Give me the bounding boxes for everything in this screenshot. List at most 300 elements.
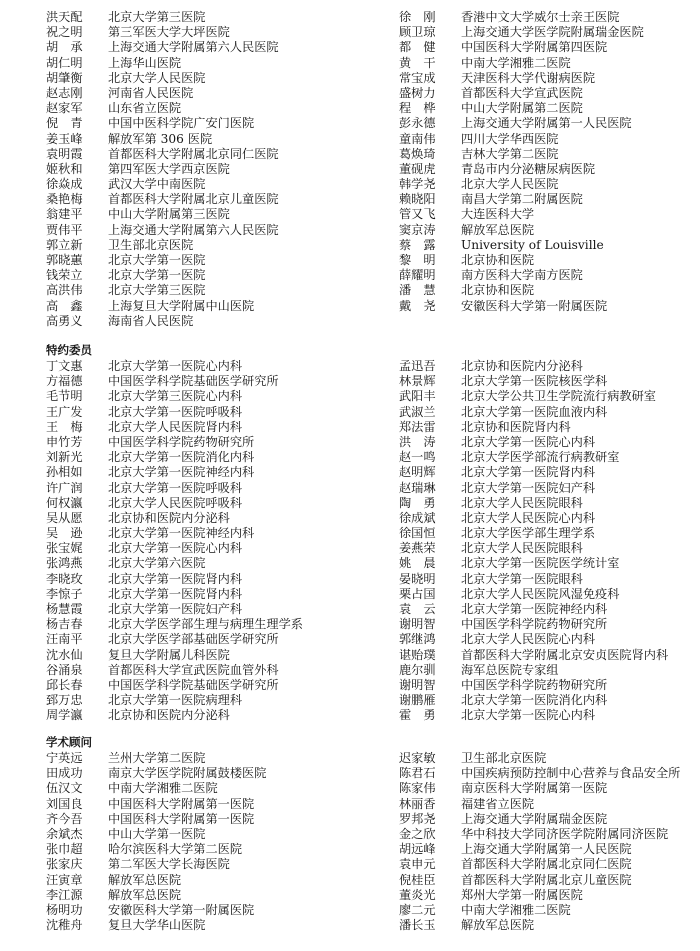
- list-item: [46, 617, 303, 632]
- advisors-right-column: [399, 751, 680, 933]
- affiliation: 解放军第 306 医院: [108, 131, 213, 146]
- list-item: [399, 162, 644, 177]
- person-name: 钱荣立: [46, 268, 83, 283]
- list-item: [46, 450, 303, 465]
- members-left-column: [46, 10, 279, 329]
- person-name: 谢鹏雁: [399, 693, 436, 708]
- person-name: 胡 承: [46, 40, 83, 55]
- affiliation: 北京大学第一医院: [108, 253, 206, 267]
- person-name: 洪天配: [46, 10, 83, 24]
- affiliation: 海军总医院专家组: [461, 662, 559, 677]
- person-name: 袁明霞: [46, 146, 83, 161]
- person-name: 杨吉春: [46, 617, 83, 632]
- person-name: 姜玉峰: [46, 131, 83, 146]
- list-item: [46, 812, 266, 827]
- list-item: [46, 207, 279, 222]
- list-item: [399, 751, 680, 766]
- affiliation: 中国医学科学院基础医学研究所: [108, 374, 279, 389]
- list-item: [399, 435, 668, 450]
- person-name: 黎 明: [399, 253, 436, 267]
- affiliation: 北京大学第一医院妇产科: [461, 480, 596, 495]
- person-name: 伍汉文: [46, 781, 83, 796]
- affiliation: 香港中文大学威尔士亲王医院: [461, 10, 620, 24]
- list-item: [399, 86, 644, 101]
- affiliation: 首都医科大学附属北京安贞医院肾内科: [461, 647, 669, 662]
- person-name: 郭继鸿: [399, 632, 436, 647]
- person-name: 洪 涛: [399, 434, 436, 449]
- person-name: 翁建平: [46, 207, 83, 222]
- person-name: 林景辉: [399, 374, 436, 389]
- affiliation: 郑州大学第一附属医院: [461, 887, 583, 902]
- person-name: 谢明智: [399, 677, 436, 692]
- affiliation: 兰州大学第二医院: [108, 751, 206, 765]
- list-item: [46, 827, 266, 842]
- list-item: [399, 268, 644, 283]
- list-item: [46, 374, 303, 389]
- affiliation: 安徽医科大学第一附属医院: [108, 902, 255, 917]
- list-item: [46, 405, 303, 420]
- affiliation: 上海交通大学附属第六人民医院: [108, 40, 279, 55]
- person-name: 张巾超: [46, 842, 83, 857]
- list-item: [399, 374, 668, 389]
- person-name: 孟迅吾: [399, 359, 436, 373]
- list-item: [399, 827, 680, 842]
- affiliation: 中山大学第一医院: [108, 826, 206, 841]
- person-name: 李江源: [46, 887, 83, 902]
- list-item: [46, 663, 303, 678]
- list-item: [399, 132, 644, 147]
- affiliation: 第四军医大学西京医院: [108, 161, 230, 176]
- affiliation: 北京大学人民医院风湿免疫科: [461, 586, 620, 601]
- section-heading: 学术顾问: [46, 735, 92, 749]
- person-name: 郭立新: [46, 237, 83, 252]
- affiliation: 北京大学医学部生理与病理生理学系: [108, 617, 303, 632]
- members-right-column: [399, 10, 644, 314]
- person-name: 汪寅章: [46, 872, 83, 887]
- person-name: 武淑兰: [399, 404, 436, 419]
- affiliation: 首都医科大学附属北京同仁医院: [461, 857, 632, 872]
- affiliation: 北京大学第三医院: [108, 283, 206, 298]
- list-item: [399, 857, 680, 872]
- affiliation: 青岛市内分泌糖尿病医院: [461, 161, 596, 176]
- list-item: [46, 56, 279, 71]
- person-name: 薛耀明: [399, 268, 436, 283]
- person-name: 谌贻璞: [399, 647, 436, 662]
- affiliation: 卫生部北京医院: [108, 237, 194, 252]
- affiliation: 北京大学第一医院心内科: [461, 708, 596, 723]
- list-item: [46, 465, 303, 480]
- list-item: [46, 481, 303, 496]
- list-item: [399, 147, 644, 162]
- affiliation: 北京协和医院肾内科: [461, 419, 571, 434]
- person-name: 徐国恒: [399, 526, 436, 541]
- affiliation: 南京医科大学附属第一医院: [461, 781, 608, 796]
- list-item: [399, 283, 644, 298]
- affiliation: 北京大学第一医院肾内科: [461, 465, 596, 480]
- affiliation: 北京大学人民医院眼科: [461, 541, 583, 556]
- person-name: 郑法雷: [399, 419, 436, 434]
- person-name: 徐成斌: [399, 510, 436, 525]
- affiliation: 上海复旦大学附属中山医院: [108, 298, 255, 313]
- affiliation: 北京大学人民医院心内科: [461, 510, 596, 525]
- affiliation: 北京大学第一医院眼科: [461, 571, 583, 586]
- affiliation: 北京大学第一医院心内科: [108, 359, 243, 373]
- affiliation: 北京大学第一医院妇产科: [108, 602, 243, 616]
- list-item: [399, 842, 680, 857]
- affiliation: 华中科技大学同济医学院附属同济医院: [461, 826, 669, 841]
- affiliation: 中山大学附属第二医院: [461, 101, 583, 116]
- person-name: 廖二元: [399, 902, 436, 917]
- list-item: [46, 797, 266, 812]
- affiliation: 北京大学第一医院: [108, 268, 206, 283]
- affiliation: 上海交通大学附属第六人民医院: [108, 222, 279, 237]
- person-name: 沈稚舟: [46, 918, 83, 933]
- person-name: 潘 慧: [399, 283, 436, 298]
- affiliation: 南昌大学第二附属医院: [461, 192, 583, 207]
- person-name: 高洪伟: [46, 283, 83, 298]
- affiliation: 中国医科大学附属第四医院: [461, 40, 608, 55]
- person-name: 汪南平: [46, 632, 83, 647]
- person-name: 迟家敏: [399, 751, 436, 765]
- person-name: 邱长春: [46, 677, 83, 692]
- affiliation: 中国医学科学院药物研究所: [461, 617, 608, 632]
- list-item: [399, 766, 680, 781]
- affiliation: 中国医科大学附属第一医院: [108, 796, 255, 811]
- affiliation: 北京大学人民医院心内科: [461, 632, 596, 647]
- affiliation: 北京大学医学部流行病教研室: [461, 450, 620, 465]
- list-item: [46, 842, 266, 857]
- list-item: [399, 465, 668, 480]
- list-item: [46, 888, 266, 903]
- affiliation: 复旦大学附属儿科医院: [108, 647, 230, 662]
- list-item: [399, 359, 668, 374]
- list-item: [46, 751, 266, 766]
- list-item: [46, 511, 303, 526]
- affiliation: 首都医科大学附属北京儿童医院: [461, 872, 632, 887]
- person-name: 刘新光: [46, 450, 83, 465]
- list-item: [399, 71, 644, 86]
- person-name: 陈君石: [399, 766, 436, 781]
- list-item: [399, 511, 668, 526]
- person-name: 韩学尧: [399, 177, 436, 192]
- affiliation: 北京大学第一医院血液内科: [461, 404, 608, 419]
- person-name: 赵志刚: [46, 85, 83, 100]
- list-item: [46, 572, 303, 587]
- person-name: 姚 晨: [399, 556, 436, 571]
- list-item: [399, 797, 680, 812]
- list-item: [46, 496, 303, 511]
- person-name: 徐 刚: [399, 10, 436, 24]
- list-item: [46, 602, 303, 617]
- affiliation: 北京大学第一医院呼吸科: [108, 480, 243, 495]
- list-item: [399, 602, 668, 617]
- affiliation: 北京协和医院内分泌科: [461, 359, 583, 373]
- list-item: [399, 903, 680, 918]
- affiliation: 北京大学第六医院: [108, 556, 206, 571]
- person-name: 蔡 露: [399, 237, 436, 252]
- list-item: [399, 678, 668, 693]
- list-item: [399, 708, 668, 723]
- person-name: 桑艳梅: [46, 192, 83, 207]
- list-item: [399, 587, 668, 602]
- list-item: [399, 25, 644, 40]
- affiliation: University of Louisville: [461, 237, 604, 252]
- person-name: 徐焱成: [46, 177, 83, 192]
- person-name: 贾伟平: [46, 222, 83, 237]
- affiliation: 北京大学第一医院神经内科: [108, 526, 255, 541]
- affiliation: 中南大学湘雅二医院: [461, 902, 571, 917]
- affiliation: 首都医科大学宣武医院血管外科: [108, 662, 279, 677]
- person-name: 毛节明: [46, 389, 83, 404]
- list-item: [399, 617, 668, 632]
- person-name: 李惊子: [46, 586, 83, 601]
- affiliation: 上海交通大学附属第一人民医院: [461, 116, 632, 131]
- affiliation: 中国医学科学院药物研究所: [108, 434, 255, 449]
- person-name: 胡仁明: [46, 55, 83, 70]
- person-name: 何权瀛: [46, 495, 83, 510]
- list-item: [399, 10, 644, 25]
- person-name: 申竹芳: [46, 434, 83, 449]
- affiliation: 南方医科大学南方医院: [461, 268, 583, 283]
- list-item: [46, 25, 279, 40]
- person-name: 姜燕荣: [399, 541, 436, 556]
- list-item: [46, 435, 303, 450]
- affiliation: 中山大学附属第三医院: [108, 207, 230, 222]
- advisors-left-column: [46, 751, 266, 933]
- person-name: 栗占国: [399, 586, 436, 601]
- list-item: [399, 632, 668, 647]
- person-name: 谷涌泉: [46, 662, 83, 677]
- person-name: 常宝成: [399, 70, 436, 85]
- affiliation: 天津医科大学代谢病医院: [461, 70, 596, 85]
- list-item: [46, 678, 303, 693]
- affiliation: 南京大学医学院附属鼓楼医院: [108, 766, 267, 781]
- list-item: [399, 572, 668, 587]
- person-name: 高 鑫: [46, 298, 83, 313]
- list-item: [399, 526, 668, 541]
- affiliation: 北京大学第一医院心内科: [461, 434, 596, 449]
- affiliation: 北京大学人民医院: [108, 70, 206, 85]
- affiliation: 中国医学科学院药物研究所: [461, 677, 608, 692]
- affiliation: 北京大学人民医院眼科: [461, 495, 583, 510]
- affiliation: 吉林大学第二医院: [461, 146, 559, 161]
- list-item: [46, 389, 303, 404]
- affiliation: 卫生部北京医院: [461, 751, 547, 765]
- person-name: 倪桂臣: [399, 872, 436, 887]
- person-name: 丁文惠: [46, 359, 83, 373]
- person-name: 吴 逊: [46, 526, 83, 541]
- person-name: 童南伟: [399, 131, 436, 146]
- affiliation: 北京大学第一医院肾内科: [108, 586, 243, 601]
- affiliation: 中南大学湘雅二医院: [461, 55, 571, 70]
- person-name: 王 梅: [46, 419, 83, 434]
- list-item: [46, 177, 279, 192]
- person-name: 鹿尔驯: [399, 662, 436, 677]
- person-name: 陶 勇: [399, 495, 436, 510]
- list-item: [399, 116, 644, 131]
- affiliation: 北京协和医院内分泌科: [108, 708, 230, 723]
- person-name: 董砚虎: [399, 161, 436, 176]
- person-name: 赖晓阳: [399, 192, 436, 207]
- list-item: [399, 496, 668, 511]
- affiliation: 中国医学科学院基础医学研究所: [108, 677, 279, 692]
- person-name: 杨慧霞: [46, 602, 83, 616]
- person-name: 彭永德: [399, 116, 436, 131]
- list-item: [46, 101, 279, 116]
- affiliation: 首都医科大学宣武医院: [461, 85, 583, 100]
- list-item: [399, 918, 680, 933]
- person-name: 周学瀛: [46, 708, 83, 723]
- list-item: [399, 223, 644, 238]
- person-name: 杨明功: [46, 902, 83, 917]
- person-name: 齐今吾: [46, 811, 83, 826]
- list-item: [46, 918, 266, 933]
- list-item: [399, 420, 668, 435]
- list-item: [46, 268, 279, 283]
- person-name: 管又飞: [399, 207, 436, 222]
- person-name: 孙相如: [46, 465, 83, 480]
- affiliation: 中国医科大学附属第一医院: [108, 811, 255, 826]
- list-item: [46, 10, 279, 25]
- person-name: 郅万忠: [46, 693, 83, 708]
- list-item: [399, 192, 644, 207]
- person-name: 赵瑞琳: [399, 480, 436, 495]
- affiliation: 首都医科大学附属北京儿童医院: [108, 192, 279, 207]
- affiliation: 北京协和医院: [461, 283, 535, 298]
- affiliation: 北京大学人民医院肾内科: [108, 419, 243, 434]
- person-name: 晏晓明: [399, 571, 436, 586]
- list-item: [399, 812, 680, 827]
- list-item: [46, 708, 303, 723]
- affiliation: 福建省立医院: [461, 796, 535, 811]
- list-item: [399, 177, 644, 192]
- person-name: 方福德: [46, 374, 83, 389]
- list-item: [46, 857, 266, 872]
- person-name: 程 桦: [399, 101, 436, 116]
- affiliation: 大连医科大学: [461, 207, 535, 222]
- affiliation: 安徽医科大学第一附属医院: [461, 298, 608, 313]
- affiliation: 上海交通大学附属第一人民医院: [461, 842, 632, 857]
- list-item: [46, 40, 279, 55]
- person-name: 祝之明: [46, 25, 83, 40]
- person-name: 武阳丰: [399, 389, 436, 404]
- affiliation: 北京大学第一医院医学统计室: [461, 556, 620, 571]
- section-heading: 特约委员: [46, 343, 92, 357]
- person-name: 田成功: [46, 766, 83, 781]
- person-name: 张鸿燕: [46, 556, 83, 571]
- person-name: 董炎光: [399, 887, 436, 902]
- list-item: [399, 450, 668, 465]
- affiliation: 上海交通大学医学院附属瑞金医院: [461, 25, 644, 40]
- list-item: [46, 162, 279, 177]
- list-item: [46, 147, 279, 162]
- list-item: [399, 299, 644, 314]
- person-name: 许广润: [46, 480, 83, 495]
- list-item: [46, 693, 303, 708]
- affiliation: 山东省立医院: [108, 101, 182, 116]
- person-name: 林丽香: [399, 796, 436, 811]
- affiliation: 北京协和医院内分泌科: [108, 510, 230, 525]
- list-item: [46, 632, 303, 647]
- person-name: 顾卫琼: [399, 25, 436, 40]
- list-item: [46, 781, 266, 796]
- affiliation: 北京大学第一医院消化内科: [108, 450, 255, 465]
- affiliation: 解放军总医院: [108, 872, 182, 887]
- person-name: 吴从愿: [46, 510, 83, 525]
- affiliation: 北京大学第一医院肾内科: [108, 571, 243, 586]
- person-name: 葛焕琦: [399, 146, 436, 161]
- list-item: [399, 693, 668, 708]
- affiliation: 北京协和医院: [461, 253, 535, 267]
- list-item: [46, 903, 266, 918]
- person-name: 赵一鸣: [399, 450, 436, 465]
- person-name: 张宝娓: [46, 541, 83, 556]
- person-name: 戴 尧: [399, 298, 436, 313]
- affiliation: 海南省人民医院: [108, 313, 194, 328]
- person-name: 陈家伟: [399, 781, 436, 796]
- special-right-column: [399, 359, 668, 724]
- list-item: [46, 192, 279, 207]
- person-name: 倪 青: [46, 116, 83, 131]
- person-name: 霍 勇: [399, 708, 436, 723]
- affiliation: 北京大学第一医院神经内科: [108, 465, 255, 480]
- affiliation: 解放军总医院: [108, 887, 182, 902]
- person-name: 都 健: [399, 40, 436, 55]
- affiliation: 北京大学第一医院心内科: [108, 541, 243, 556]
- affiliation: 上海交通大学附属瑞金医院: [461, 811, 608, 826]
- affiliation: 复旦大学华山医院: [108, 918, 206, 933]
- list-item: [46, 238, 279, 253]
- list-item: [46, 71, 279, 86]
- list-item: [46, 587, 303, 602]
- list-item: [46, 541, 303, 556]
- affiliation: 解放军总医院: [461, 222, 535, 237]
- person-name: 黄 干: [399, 55, 436, 70]
- person-name: 胡远峰: [399, 842, 436, 857]
- list-item: [399, 781, 680, 796]
- person-name: 郭晓蕙: [46, 253, 83, 267]
- list-item: [399, 663, 668, 678]
- person-name: 李晓玫: [46, 571, 83, 586]
- list-item: [399, 207, 644, 222]
- person-name: 袁申元: [399, 857, 436, 872]
- list-item: [399, 56, 644, 71]
- affiliation: 上海华山医院: [108, 55, 182, 70]
- list-item: [399, 556, 668, 571]
- person-name: 窦京涛: [399, 222, 436, 237]
- person-name: 余斌杰: [46, 826, 83, 841]
- affiliation: 中国疾病预防控制中心营养与食品安全所: [461, 766, 681, 781]
- person-name: 沈水仙: [46, 647, 83, 662]
- affiliation: 北京大学医学部基础医学研究所: [108, 632, 279, 647]
- list-item: [46, 253, 279, 268]
- person-name: 高勇义: [46, 313, 83, 328]
- list-item: [46, 132, 279, 147]
- person-name: 刘国良: [46, 796, 83, 811]
- person-name: 王广发: [46, 404, 83, 419]
- list-item: [46, 299, 279, 314]
- affiliation: 解放军总医院: [461, 918, 535, 933]
- person-name: 赵明辉: [399, 465, 436, 480]
- affiliation: 北京大学人民医院: [461, 177, 559, 192]
- affiliation: 第三军医大学大坪医院: [108, 25, 230, 40]
- person-name: 宁英远: [46, 751, 83, 765]
- affiliation: 武汉大学中南医院: [108, 177, 206, 192]
- affiliation: 四川大学华西医院: [461, 131, 559, 146]
- list-item: [399, 238, 644, 253]
- list-item: [399, 648, 668, 663]
- list-item: [46, 314, 279, 329]
